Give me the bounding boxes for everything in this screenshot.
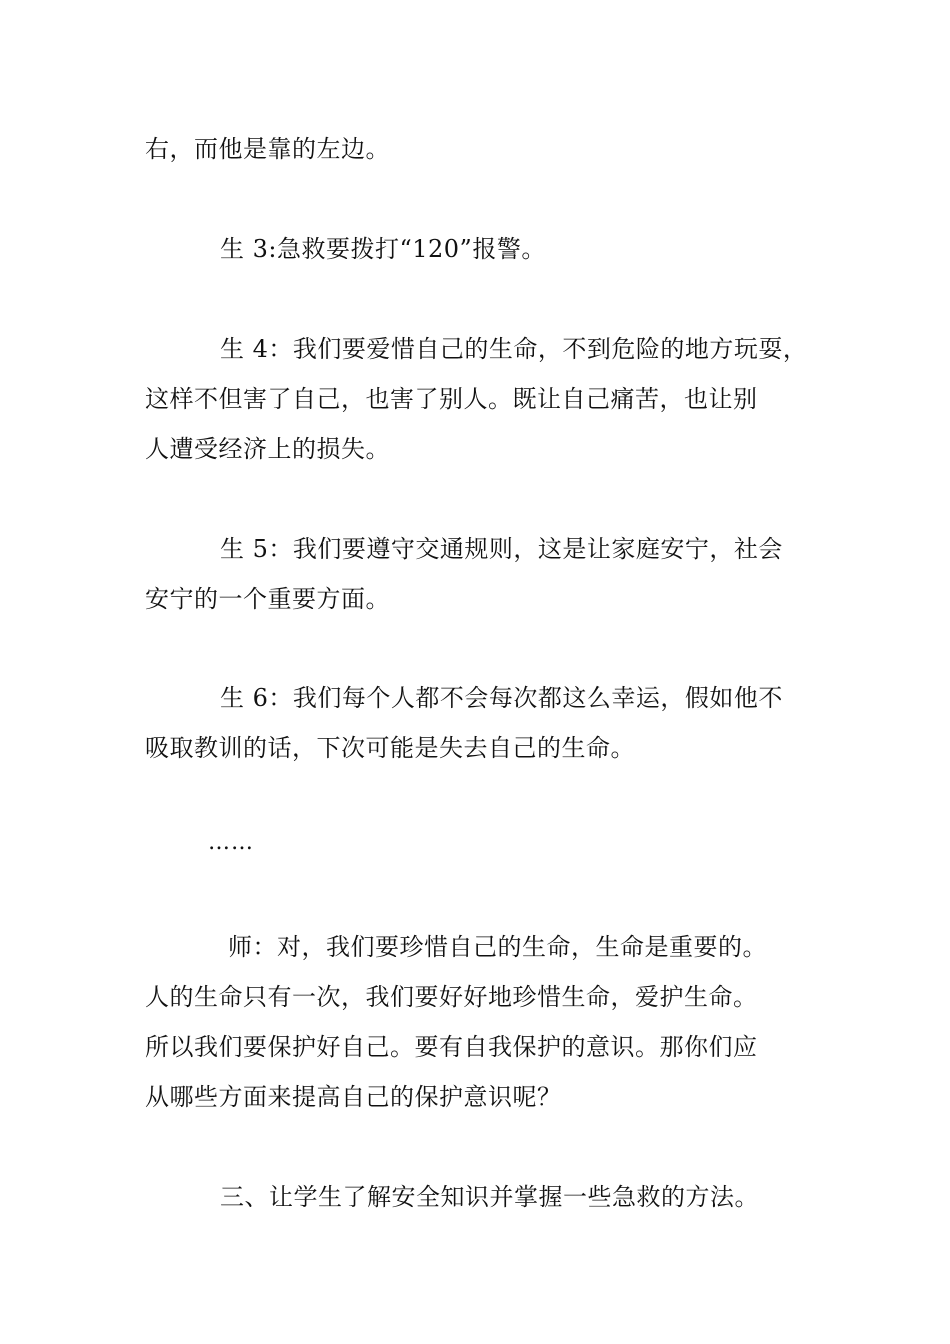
text-line: 安宁的一个重要方面。 (145, 585, 390, 613)
text-line: 右，而他是靠的左边。 (145, 135, 390, 163)
text-line: 所以我们要保护好自己。要有自我保护的意识。那你们应 (145, 1033, 758, 1061)
text-line: 师：对，我们要珍惜自己的生命，生命是重要的。 (228, 933, 767, 961)
section-heading: 三、让学生了解安全知识并掌握一些急救的方法。 (220, 1183, 759, 1211)
text-line: 吸取教训的话，下次可能是失去自己的生命。 (145, 734, 635, 762)
text-line: 这样不但害了自己，也害了别人。既让自己痛苦，也让别 (145, 385, 758, 413)
text-line: 人的生命只有一次，我们要好好地珍惜生命，爱护生命。 (145, 983, 758, 1011)
text-line: 人遭受经济上的损失。 (145, 435, 390, 463)
text-line: 生 4：我们要爱惜自己的生命，不到危险的地方玩耍， (220, 335, 808, 363)
text-line: 从哪些方面来提高自己的保护意识呢？ (145, 1083, 562, 1111)
text-line: 生 6：我们每个人都不会每次都这么幸运，假如他不 (220, 684, 783, 712)
text-line: 生 3:急救要拨打“120”报警。 (220, 235, 546, 263)
ellipsis-line: …… (208, 830, 254, 855)
text-line: 生 5：我们要遵守交通规则，这是让家庭安宁，社会 (220, 535, 783, 563)
